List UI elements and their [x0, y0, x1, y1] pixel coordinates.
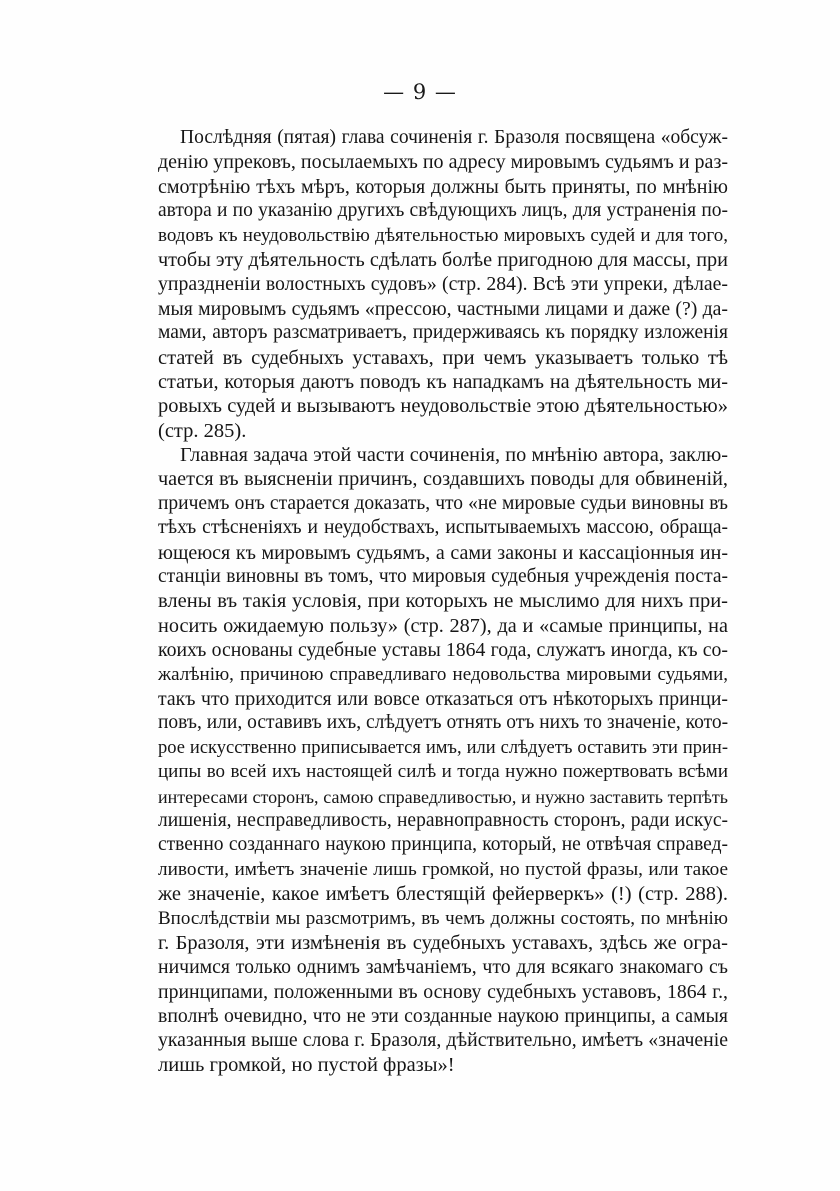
text-line: упраздненіи волостныхъ судовъ» (стр. 284). Всѣ эти упреки, дѣлае-	[158, 273, 728, 296]
text-line: лишь громкой, но пустой фразы»!	[158, 1053, 455, 1076]
text-line: указанныя выше слова г. Бразоля, дѣйствительно, имѣетъ «значеніе	[158, 1029, 728, 1052]
text-line: ровыхъ судей и вызываютъ неудовольствіе этою дѣятельностью»	[158, 395, 728, 418]
text-line: мами, авторъ разсматриваетъ, придерживаясь къ порядку изложенія	[158, 322, 728, 344]
text-line: тѣхъ стѣсненіяхъ и неудобствахъ, испытываемыхъ массою, обраща-	[158, 517, 728, 539]
text-line: коихъ основаны судебные уставы 1864 года, служатъ иногда, къ со-	[158, 639, 728, 662]
text-line: Впослѣдствіи мы разсмотримъ, въ чемъ должны состоять, по мнѣнію	[158, 907, 728, 929]
text-line: смотрѣнію тѣхъ мѣръ, которыя должны быть приняты, по мнѣнію	[158, 175, 728, 198]
text-line: ничимся только однимъ замѣчаніемъ, что для всякаго знакомаго съ	[158, 956, 728, 979]
text-line: Послѣдняя (пятая) глава сочиненія г. Бразоля посвящена «обсуж-	[180, 127, 728, 148]
text-line: статьи, которыя даютъ поводъ къ нападкамъ на дѣятельность ми-	[158, 370, 728, 393]
text-line: Главная задача этой части сочиненія, по мнѣнію автора, заклю-	[180, 444, 728, 467]
text-line: лишенія, несправедливость, неравноправность сторонъ, ради искус-	[158, 809, 728, 831]
text-line: ципы во всей ихъ настоящей силѣ и тогда нужно пожертвовать всѣми	[158, 761, 728, 783]
text-line: мыя мировымъ судьямъ «прессою, частными лицами и даже (?) да-	[158, 297, 728, 320]
text-line: статей въ судебныхъ уставахъ, при чемъ указываетъ только тѣ	[158, 346, 728, 369]
text-line: рое искусственно приписывается имъ, или слѣдуетъ оставить эти прин-	[158, 737, 728, 758]
text-line: вполнѣ очевидно, что не эти созданные наукою принципы, а самыя	[158, 1005, 728, 1028]
text-line: станціи виновны въ томъ, что мировыя судебныя учрежденія поста-	[158, 566, 728, 588]
text-line: ливости, имѣетъ значеніе лишь громкой, но пустой фразы, или такое	[158, 858, 728, 880]
text-line: интересами сторонъ, самою справедливостью, и нужно заставить терпѣть	[158, 786, 728, 807]
text-line: г. Бразоля, эти измѣненія въ судебныхъ уставахъ, здѣсь же огра-	[158, 931, 728, 954]
text-line: чтобы эту дѣятельность сдѣлать болѣе пригодною для массы, при	[158, 248, 728, 271]
text-line: повъ, или, оставивъ ихъ, слѣдуетъ отнять отъ нихъ то значеніе, кото-	[158, 712, 729, 734]
text-line: ственно созданнаго наукою принципа, который, не отвѣчая справед-	[158, 834, 728, 856]
text-line: ющеюся къ мировымъ судьямъ, а сами законы и кассаціонныя ин-	[158, 541, 728, 564]
text-line: же значеніе, какое имѣетъ блестящій фейерверкъ» (!) (стр. 288).	[158, 883, 728, 906]
text-line: автора и по указанію другихъ свѣдующихъ лицъ, для устраненія по-	[158, 200, 728, 222]
paragraph	[158, 443, 728, 1077]
body-text	[158, 126, 728, 1077]
text-line: принципами, положенными въ основу судебныхъ уставовъ, 1864 г.,	[158, 980, 728, 1003]
text-line: влены въ такія условія, при которыхъ не мыслимо для нихъ при-	[158, 590, 728, 613]
text-line: денію упрековъ, посылаемыхъ по адресу мировымъ судьямъ и раз-	[158, 151, 728, 174]
text-line: чается въ выясненіи причинъ, создавшихъ поводы для обвиненій,	[158, 468, 728, 491]
paragraph	[158, 126, 728, 443]
page-number: — 9 —	[383, 80, 457, 104]
text-line: носить ожидаемую пользу» (стр. 287), да и «самые принципы, на	[158, 614, 728, 637]
text-line: водовъ къ неудовольствію дѣятельностью мировыхъ судей и для того,	[158, 224, 728, 246]
text-line: такъ что приходится или вовсе отказаться отъ нѣкоторыхъ принци-	[158, 687, 728, 710]
text-line: (стр. 285).	[158, 419, 247, 442]
text-line: жалѣнію, причиною справедливаго недовольства мировыми судьями,	[158, 663, 728, 685]
text-line: причемъ онъ старается доказать, что «не мировые судьи виновны въ	[158, 492, 728, 514]
